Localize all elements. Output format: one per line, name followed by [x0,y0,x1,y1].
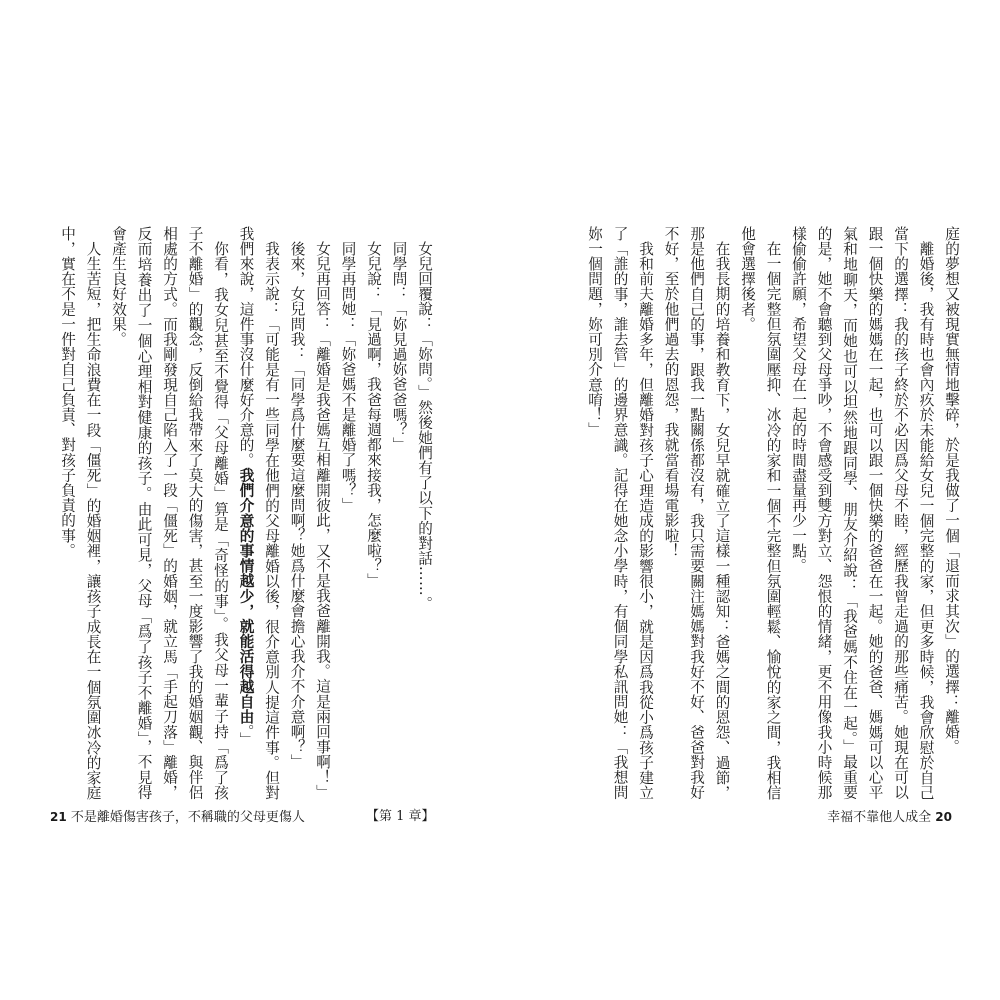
right-page-footer [827,805,952,829]
right-page-number: 20 [935,810,952,824]
left-page-body [0,226,437,800]
text-segment: 在我長期的培養和教育下，女兒早就確立了這樣一種認知：爸媽之間的恩怨、過節，那是他們自己的事，跟我一點關係都沒有，我只需要關注媽媽對我好不好、爸爸對我好不好，至於他們過去的恩怨，我就當看場電影啦！ [662,226,731,800]
text-segment: 女兒說：「見過啊，我爸每週都來接我，怎麼啦？」 [365,240,382,588]
left-page-number: 21 [50,810,67,824]
text-segment: 我表示說：「可能是有一些同學在他們的父母離婚以後，很介意別人提這件事。但對我們來說，這件事沒什麼好介意的。 [237,226,280,800]
text-segment: 。」 [237,724,255,748]
paragraph [361,226,387,800]
text-segment: 同學再問她：「妳爸媽不是離婚了嗎？」 [339,240,357,513]
paragraph [310,226,336,800]
text-segment: 人生苦短，把生命浪費在一段「僵死」的婚姻裡，讓孩子成長在一個氛圍冰冷的家庭中，實在不是一件對自己負責、對孩子負責的事。 [59,226,102,800]
paragraph [284,226,310,800]
text-segment: 後來，女兒問我：「同學爲什麼要這麼問啊？她爲什麼會擔心我介不介意啊？」 [288,240,306,770]
bold-text: 我們介意的事情越少，就能活得越自由 [237,467,255,725]
paragraph [335,226,361,800]
right-running-header: 幸福不靠他人成全 [827,810,932,825]
text-segment: 你看，我女兒甚至不覺得「父母離婚」算是「奇怪的事」。我父母一輩子持「爲了孩子不離婚」的觀念，反倒給我帶來了莫大的傷害，甚至一度影響了我的婚姻觀、與伴侶相處的方式。而我剛發現自己陷入了一段「僵死」的婚姻，就立馬「手起刀落」離婚，反而培養出了一個心理相對健康的孩子。由此可見，父母「爲了孩子不離婚」，不見得會產生良好效果。 [110,226,229,800]
paragraph [55,226,106,800]
chapter-label: 【第 1 章】 [366,809,435,824]
paragraph [386,226,412,800]
text-segment: 女兒回覆說：「妳問。」然後她們有了以下的對話……。 [416,240,433,611]
text-segment: 同學問：「妳見過妳爸爸嗎？」 [390,240,408,452]
paragraph [939,226,965,800]
text-segment: 庭的夢想又被現實無情地擊碎，於是我做了一個「退而求其次」的選擇：離婚。 [943,226,960,755]
paragraph [233,226,284,800]
text-segment: 我和前夫離婚多年，但離婚對孩子心理造成的影響很小，就是因爲我從小爲孩子建立了「誰的事，誰去管」的邊界意識。記得在她念小學時，有個同學私訊問她：「我想問妳一個問題，妳可別介意唷！」 [586,226,654,800]
text-segment: 在一個完整但氛圍壓抑、冰冷的家和一個不完整但氛圍輕鬆、愉悅的家之間，我相信他會選擇後者。 [739,226,782,800]
paragraph [735,226,786,800]
right-page-body [583,226,964,800]
text-segment: 離婚後，我有時也會內疚於未能給女兒一個完整的家，但更多時候，我會欣慰於自己當下的選擇：我的孩子終於不必因爲父母不睦，經歷我曾走過的那些痛苦。她現在可以跟一個快樂的媽媽在一起，也可以跟一個快樂的爸爸在一起。她的爸爸、媽媽可以心平氣和地聊天，而她也可以坦然地跟同學、朋友介紹說：「我爸媽不住在一起。」最重要的是，她不會聽到父母爭吵，不會感受到雙方對立、怨恨的情緒，更不用像我小時候那樣偷偷許願，希望父母在一起的時間盡量再少一點。 [790,226,935,800]
paragraph [786,226,939,800]
left-page-footer [50,805,305,829]
paragraph [658,226,735,800]
text-segment: 女兒再回答：「離婚是我爸媽互相離開彼此，又不是我爸離開我。這是兩回事啊！」 [314,240,331,800]
paragraph [412,226,438,800]
paragraph [106,226,234,800]
paragraph [582,226,659,800]
left-running-header: 不是離婚傷害孩子，不稱職的父母更傷人 [70,810,305,825]
